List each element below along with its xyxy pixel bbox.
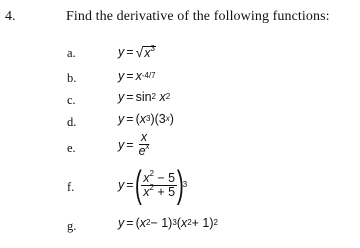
- item-label-a: a.: [67, 46, 76, 60]
- item-label-d: d.: [67, 115, 77, 129]
- item-label-b: b.: [67, 71, 77, 85]
- question-text: Find the derivative of the following functions:: [66, 9, 330, 24]
- expression-a: y = √ $x^3$: [118, 44, 155, 60]
- expression-f: y = ( $\frac{x^2 - 5}{x^2 + 5}$ ) 3: [118, 164, 188, 206]
- item-label-c: c.: [67, 93, 76, 107]
- item-label-f: f.: [67, 180, 75, 194]
- expression-d: y = ( x 3 )(3 x ): [118, 112, 174, 126]
- expression-c: y = sin 2 x 2: [118, 90, 171, 104]
- expression-e: y = $\frac{x}{e^x}$: [118, 130, 150, 158]
- item-label-g: g.: [67, 219, 77, 233]
- item-label-e: e.: [67, 141, 76, 155]
- question-number: 4.: [5, 9, 16, 24]
- expression-b: y = x -4/7: [118, 69, 156, 83]
- expression-g: y = ( x 2 − 1) 3 ( x 2 + 1) 2: [118, 216, 218, 230]
